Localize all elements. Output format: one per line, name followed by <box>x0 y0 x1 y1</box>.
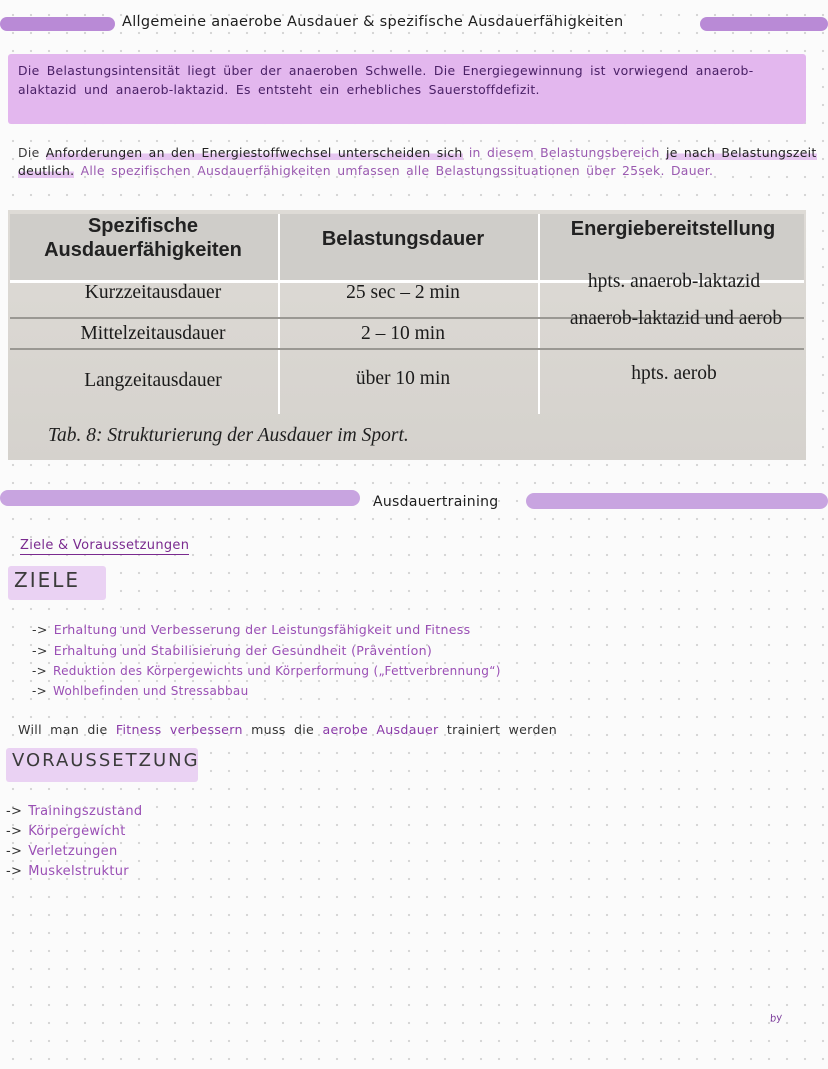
table-cell: anaerob-laktazid und aerob <box>569 308 783 329</box>
page-title: Allgemeine anaerobe Ausdauer & spezifische Ausdauerfähigkeiten <box>122 14 624 30</box>
endurance-table <box>8 210 806 460</box>
arrow-icon: -> <box>6 804 23 819</box>
header-bar-left <box>0 17 115 31</box>
table-cell: hpts. anaerob-laktazid <box>587 271 761 292</box>
list-item: -> Erhaltung und Stabilisierung der Gesundheit (Prävention) <box>32 643 433 658</box>
list-item: -> Körpergewicht <box>6 824 126 839</box>
list-item: -> Muskelstruktur <box>6 864 129 879</box>
goals-list <box>32 619 501 701</box>
signature: by <box>769 1012 783 1025</box>
list-item: -> Wohlbefinden und Stressabbau <box>32 684 249 698</box>
table-rule <box>10 412 804 414</box>
table-cell: Langzeitausdauer <box>84 370 222 391</box>
list-item: -> Reduktion des Körpergewichts und Körperformung („Fettverbrennung“) <box>32 664 501 678</box>
header-bar-right <box>700 17 828 31</box>
table-header-energy: Energiebereitstellung <box>570 218 776 240</box>
table-header-abilities: Spezifische Ausdauerfähigkeiten <box>44 215 242 261</box>
list-item: -> Erhaltung und Verbesserung der Leistungsfähigkeit und Fitness <box>32 622 471 637</box>
table-cell: Kurzzeitausdauer <box>84 282 222 303</box>
arrow-icon: -> <box>32 622 48 637</box>
arrow-icon: -> <box>32 684 47 698</box>
table-divider <box>278 214 280 414</box>
para2-part2: in diesem Belastungsbereich <box>468 145 660 160</box>
table-divider <box>538 214 540 414</box>
table-caption: Tab. 8: Strukturierung der Ausdauer im Sport. <box>48 425 409 446</box>
arrow-icon: -> <box>6 864 23 879</box>
para2-part1: Die <box>18 145 40 160</box>
intro-paragraph: Die Belastungsintensität liegt über der anaeroben Schwelle. Die Energiegewinnung ist vorwiegend anaerob-alaktazid und anaerob-laktazid. Es entsteht ein erhebliches Sauerstoffdefizit. <box>18 63 754 97</box>
table-cell: Mittelzeitausdauer <box>80 323 226 344</box>
arrow-icon: -> <box>32 643 48 658</box>
list-item: -> Trainingszustand <box>6 804 143 819</box>
table-cell: 2 – 10 min <box>361 323 445 344</box>
section-bar-right <box>526 493 828 509</box>
table-header-duration: Belastungsdauer <box>321 228 485 250</box>
arrow-icon: -> <box>6 824 23 839</box>
requirements-paragraph <box>18 144 818 180</box>
para2-highlight-2: je nach Belastungszeit deutlich. <box>18 145 817 178</box>
table-cell: 25 sec – 2 min <box>346 282 460 303</box>
fitness-note: Will man die Fitness verbessern muss die aerobe Ausdauer trainiert werden <box>18 722 558 737</box>
goals-requirements-subheading: Ziele & Voraussetzungen <box>20 538 190 553</box>
list-item: -> Verletzungen <box>6 844 118 859</box>
section-title: Ausdauertraining <box>373 494 499 510</box>
arrow-icon: -> <box>32 664 47 678</box>
para2-highlight-1: Anforderungen an den Energiestoffwechsel unterscheiden sich <box>45 145 463 160</box>
arrow-icon: -> <box>6 844 23 859</box>
requirements-list <box>6 802 142 882</box>
table-rule <box>10 348 804 350</box>
para2-part3: Alle spezifischen Ausdauerfähigkeiten umfassen alle Belastungssituationen über 25sek. Dauer. <box>80 163 714 178</box>
goals-heading: ZIELE <box>8 566 106 600</box>
section-bar-left <box>0 490 360 506</box>
table-cell: hpts. aerob <box>631 363 717 384</box>
requirements-heading: VORAUSSETZUNG <box>6 748 198 782</box>
table-cell: über 10 min <box>355 368 451 389</box>
